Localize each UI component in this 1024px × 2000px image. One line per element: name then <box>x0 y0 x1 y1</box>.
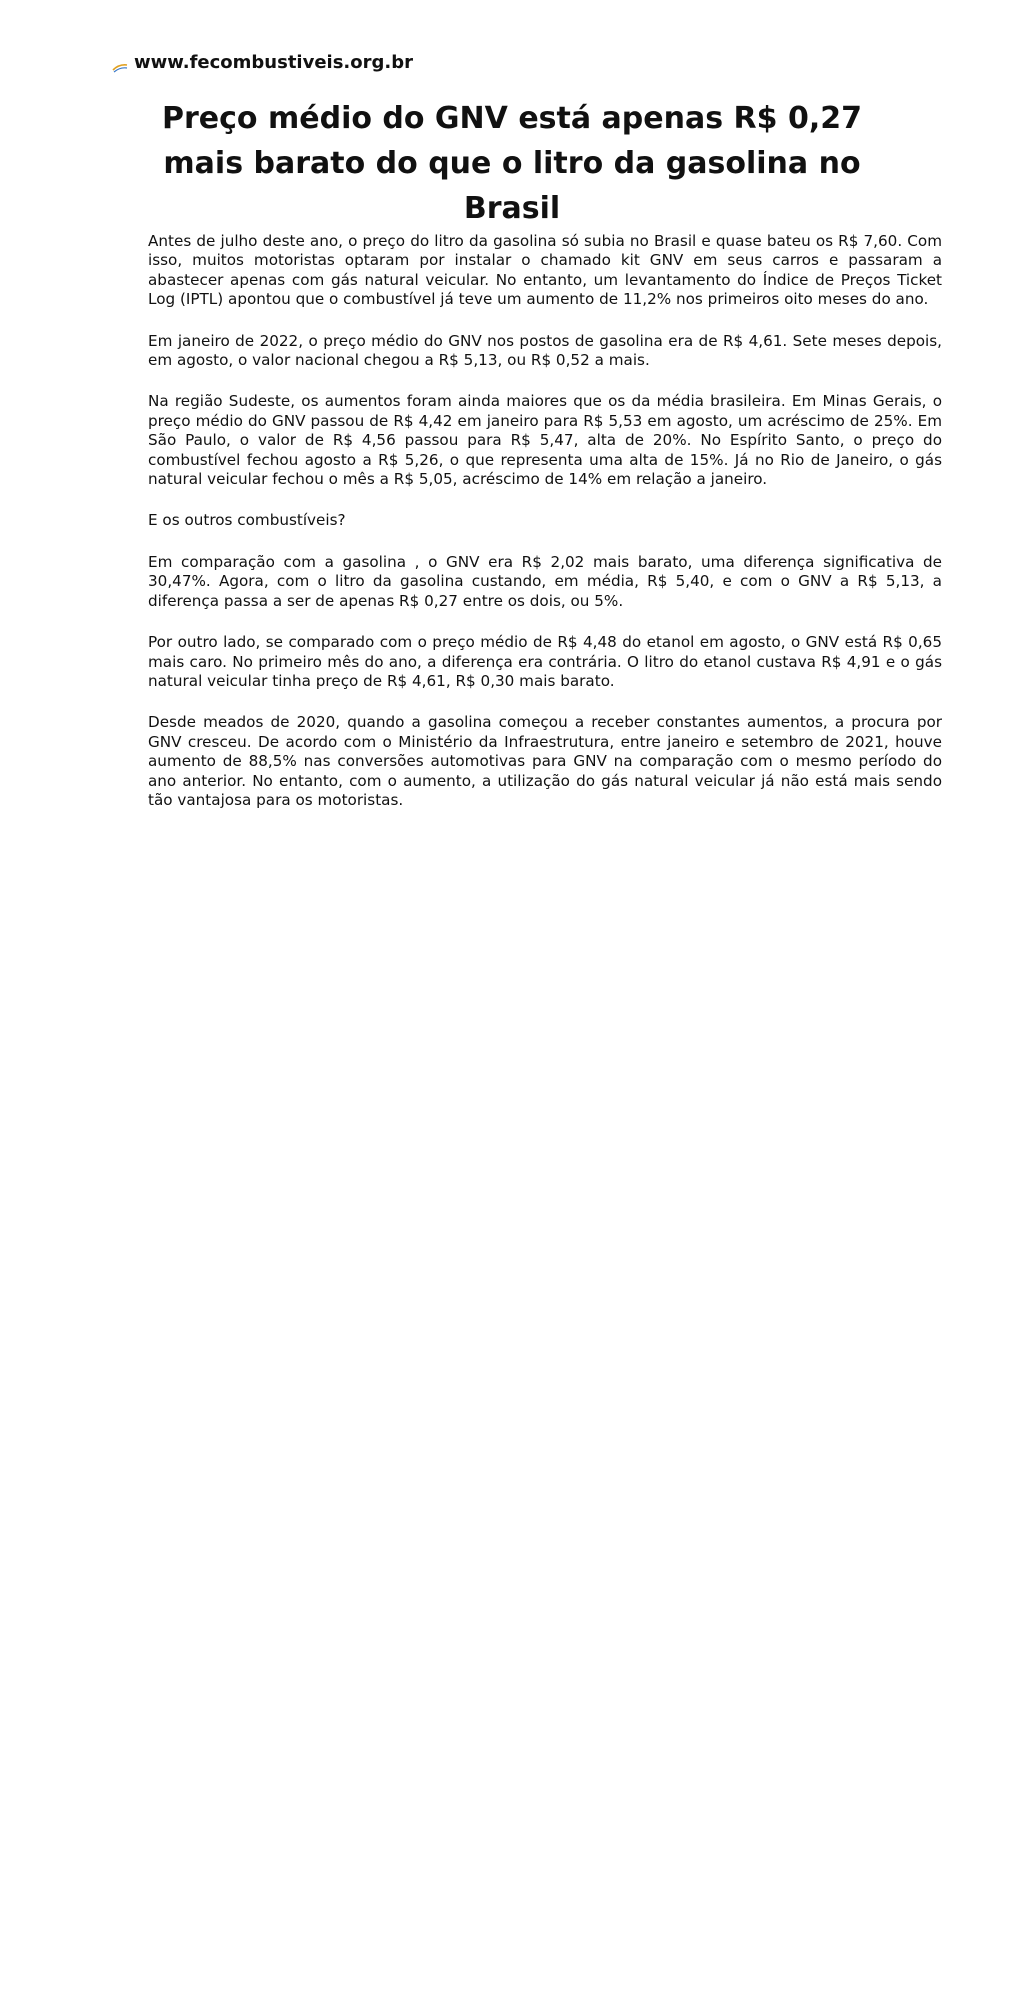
article-paragraph: Em comparação com a gasolina , o GNV era R$ 2,02 mais barato, uma diferença significativa de 30,47%. Agora, com o litro da gasolina custando, em média, R$ 5,40, e com o GNV a R$ 5,13, a diferença passa a ser de apenas R$ 0,27 entre os dois, ou 5%. <box>148 552 942 610</box>
article-paragraph: Em janeiro de 2022, o preço médio do GNV nos postos de gasolina era de R$ 4,61. Sete meses depois, em agosto, o valor nacional chegou a R$ 5,13, ou R$ 0,52 a mais. <box>148 331 942 370</box>
article-paragraph: Antes de julho deste ano, o preço do litro da gasolina só subia no Brasil e quase bateu os R$ 7,60. Com isso, muitos motoristas optaram por instalar o chamado kit GNV em seus carros e passaram a abastecer apenas com gás natural veicular. No entanto, um levantamento do Índice de Preços Ticket Log (IPTL) apontou que o combustível já teve um aumento de 11,2% nos primeiros oito meses do ano. <box>148 232 942 309</box>
article-title: Preço médio do GNV está apenas R$ 0,27 mais barato do que o litro da gasolina no Brasil <box>162 101 862 226</box>
article-paragraph: Desde meados de 2020, quando a gasolina começou a receber constantes aumentos, a procura por GNV cresceu. De acordo com o Ministério da Infraestrutura, entre janeiro e setembro de 2021, houve aumento de 88,5% nas conversões automotivas para GNV na comparação com o mesmo período do ano anterior. No entanto, com o aumento, a utilização do gás natural veicular já não está mais sendo tão vantajosa para os motoristas. <box>148 713 942 809</box>
article-paragraph: Por outro lado, se comparado com o preço médio de R$ 4,48 do etanol em agosto, o GNV está R$ 0,65 mais caro. No primeiro mês do ano, a diferença era contrária. O litro do etanol custava R$ 4,91 e o gás natural veicular tinha preço de R$ 4,61, R$ 0,30 mais barato. <box>148 633 942 690</box>
site-header <box>112 52 413 73</box>
article-paragraph: Na região Sudeste, os aumentos foram ainda maiores que os da média brasileira. Em Minas Gerais, o preço médio do GNV passou de R$ 4,42 em janeiro para R$ 5,53 em agosto, um acréscimo de 25%. Em São Paulo, o valor de R$ 4,56 passou para R$ 5,47, alta de 20%. No Espírito Santo, o preço do combustível fechou agosto a R$ 5,26, o que representa uma alta de 15%. Já no Rio de Janeiro, o gás natural veicular fechou o mês a R$ 5,05, acréscimo de 14% em relação a janeiro. <box>148 392 942 489</box>
site-url: www.fecombustiveis.org.br <box>134 52 413 73</box>
section-subheading: E os outros combustíveis? <box>148 511 346 530</box>
article-body <box>148 232 942 832</box>
swoosh-logo-icon <box>112 58 128 68</box>
